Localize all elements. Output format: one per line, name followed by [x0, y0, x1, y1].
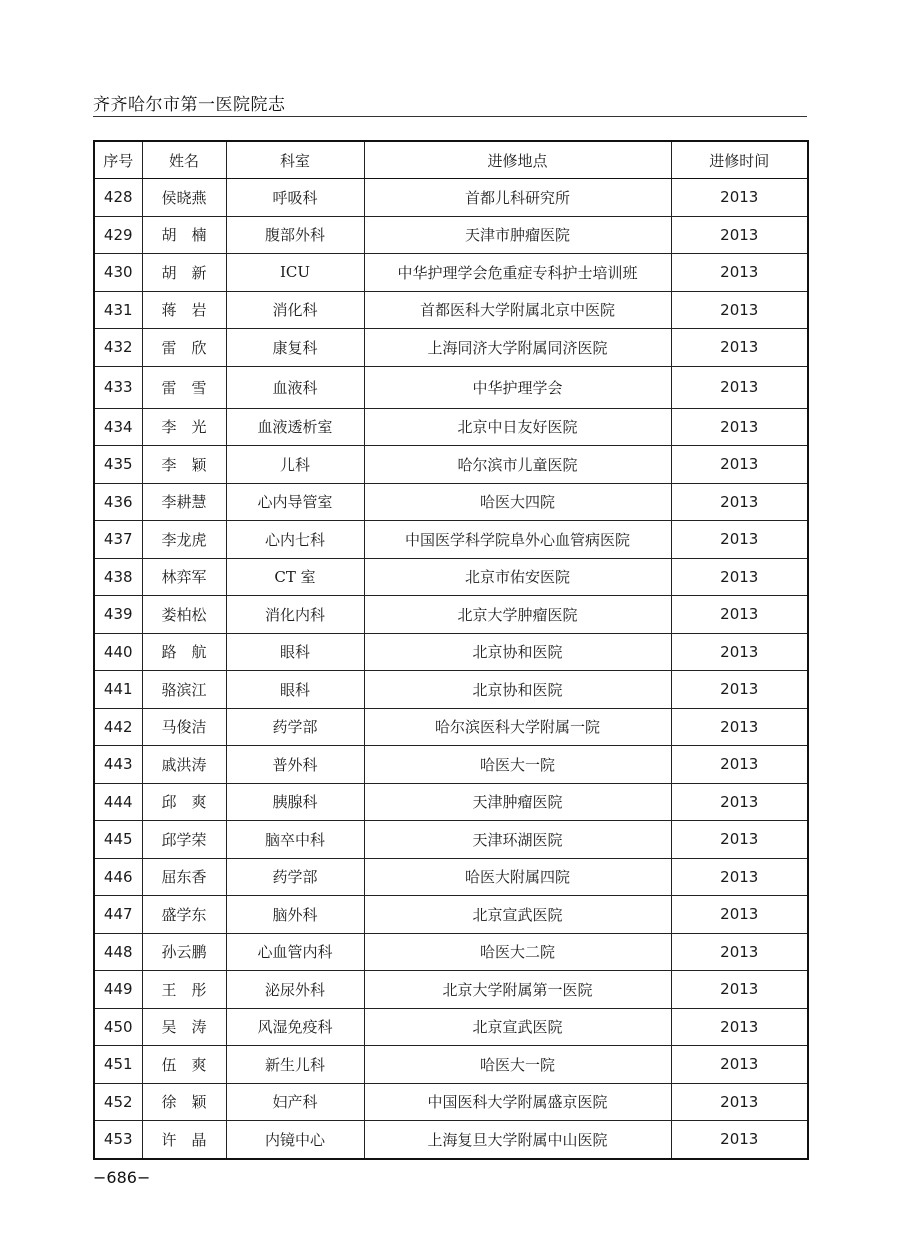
cell-place: 上海同济大学附属同济医院 [364, 329, 671, 367]
column-header-name: 姓名 [142, 141, 226, 179]
cell-place: 中国医学科学院阜外心血管病医院 [364, 521, 671, 559]
column-header-no: 序号 [94, 141, 142, 179]
cell-place: 北京中日友好医院 [364, 408, 671, 446]
cell-name: 屈东香 [142, 858, 226, 896]
cell-name: 戚洪涛 [142, 746, 226, 784]
cell-dept: 脑卒中科 [226, 821, 364, 859]
cell-no: 435 [94, 446, 142, 484]
table-row [94, 858, 808, 896]
table-row [94, 971, 808, 1009]
cell-no: 446 [94, 858, 142, 896]
cell-no: 433 [94, 366, 142, 408]
cell-name: 胡 楠 [142, 216, 226, 254]
cell-year: 2013 [671, 633, 808, 671]
table-row [94, 483, 808, 521]
cell-name: 孙云鹏 [142, 933, 226, 971]
cell-name: 马俊洁 [142, 708, 226, 746]
table-row [94, 558, 808, 596]
cell-no: 429 [94, 216, 142, 254]
cell-name: 李龙虎 [142, 521, 226, 559]
cell-year: 2013 [671, 1121, 808, 1159]
table-row [94, 216, 808, 254]
cell-place: 天津肿瘤医院 [364, 783, 671, 821]
cell-dept: 药学部 [226, 858, 364, 896]
cell-dept: 胰腺科 [226, 783, 364, 821]
cell-year: 2013 [671, 671, 808, 709]
cell-year: 2013 [671, 783, 808, 821]
cell-no: 442 [94, 708, 142, 746]
cell-no: 448 [94, 933, 142, 971]
cell-name: 邱学荣 [142, 821, 226, 859]
cell-no: 431 [94, 291, 142, 329]
cell-place: 首都医科大学附属北京中医院 [364, 291, 671, 329]
cell-no: 453 [94, 1121, 142, 1159]
cell-dept: 消化内科 [226, 596, 364, 634]
cell-dept: 心内七科 [226, 521, 364, 559]
cell-name: 伍 爽 [142, 1046, 226, 1084]
cell-place: 中国医科大学附属盛京医院 [364, 1083, 671, 1121]
cell-year: 2013 [671, 971, 808, 1009]
cell-year: 2013 [671, 596, 808, 634]
cell-name: 李 光 [142, 408, 226, 446]
cell-place: 哈医大一院 [364, 1046, 671, 1084]
column-header-dept: 科室 [226, 141, 364, 179]
cell-place: 天津环湖医院 [364, 821, 671, 859]
cell-year: 2013 [671, 291, 808, 329]
running-header-title: 齐齐哈尔市第一医院院志 [93, 95, 286, 115]
column-header-year: 进修时间 [671, 141, 808, 179]
cell-no: 449 [94, 971, 142, 1009]
cell-dept: 心血管内科 [226, 933, 364, 971]
cell-dept: 脑外科 [226, 896, 364, 934]
cell-place: 哈医大附属四院 [364, 858, 671, 896]
cell-dept: 眼科 [226, 633, 364, 671]
cell-dept: 泌尿外科 [226, 971, 364, 1009]
cell-year: 2013 [671, 1008, 808, 1046]
cell-year: 2013 [671, 408, 808, 446]
table-row [94, 1008, 808, 1046]
table-row [94, 821, 808, 859]
cell-place: 天津市肿瘤医院 [364, 216, 671, 254]
cell-dept: CT 室 [226, 558, 364, 596]
cell-year: 2013 [671, 216, 808, 254]
table-row [94, 179, 808, 217]
cell-year: 2013 [671, 558, 808, 596]
cell-year: 2013 [671, 933, 808, 971]
table-header [94, 141, 808, 179]
cell-year: 2013 [671, 1046, 808, 1084]
table-row [94, 633, 808, 671]
cell-name: 侯晓燕 [142, 179, 226, 217]
cell-no: 450 [94, 1008, 142, 1046]
cell-place: 哈尔滨市儿童医院 [364, 446, 671, 484]
cell-dept: 康复科 [226, 329, 364, 367]
table-row [94, 446, 808, 484]
table-row [94, 708, 808, 746]
table-row [94, 933, 808, 971]
cell-place: 哈医大一院 [364, 746, 671, 784]
table-row [94, 408, 808, 446]
cell-name: 许 晶 [142, 1121, 226, 1159]
cell-place: 北京大学附属第一医院 [364, 971, 671, 1009]
table-body [94, 179, 808, 1159]
cell-no: 439 [94, 596, 142, 634]
header-rule [93, 116, 807, 117]
cell-dept: 眼科 [226, 671, 364, 709]
cell-dept: ICU [226, 254, 364, 292]
cell-place: 中华护理学会危重症专科护士培训班 [364, 254, 671, 292]
cell-dept: 血液科 [226, 366, 364, 408]
table-row [94, 671, 808, 709]
cell-place: 北京宣武医院 [364, 896, 671, 934]
cell-no: 444 [94, 783, 142, 821]
cell-no: 432 [94, 329, 142, 367]
cell-year: 2013 [671, 521, 808, 559]
cell-no: 437 [94, 521, 142, 559]
table-row [94, 291, 808, 329]
cell-dept: 消化科 [226, 291, 364, 329]
cell-dept: 儿科 [226, 446, 364, 484]
cell-place: 北京宣武医院 [364, 1008, 671, 1046]
cell-place: 上海复旦大学附属中山医院 [364, 1121, 671, 1159]
cell-year: 2013 [671, 746, 808, 784]
cell-year: 2013 [671, 858, 808, 896]
cell-year: 2013 [671, 896, 808, 934]
table-row [94, 521, 808, 559]
table-row [94, 254, 808, 292]
cell-year: 2013 [671, 254, 808, 292]
cell-place: 北京协和医院 [364, 671, 671, 709]
table-row [94, 366, 808, 408]
cell-year: 2013 [671, 329, 808, 367]
cell-year: 2013 [671, 483, 808, 521]
cell-year: 2013 [671, 708, 808, 746]
cell-name: 娄柏松 [142, 596, 226, 634]
cell-name: 林弈军 [142, 558, 226, 596]
table-row [94, 1046, 808, 1084]
cell-dept: 风湿免疫科 [226, 1008, 364, 1046]
cell-year: 2013 [671, 366, 808, 408]
cell-place: 北京市佑安医院 [364, 558, 671, 596]
cell-no: 452 [94, 1083, 142, 1121]
cell-year: 2013 [671, 446, 808, 484]
cell-name: 王 彤 [142, 971, 226, 1009]
cell-dept: 妇产科 [226, 1083, 364, 1121]
cell-dept: 心内导管室 [226, 483, 364, 521]
cell-dept: 普外科 [226, 746, 364, 784]
column-header-place: 进修地点 [364, 141, 671, 179]
cell-name: 李耕慧 [142, 483, 226, 521]
table-row [94, 896, 808, 934]
cell-place: 北京协和医院 [364, 633, 671, 671]
cell-place: 北京大学肿瘤医院 [364, 596, 671, 634]
cell-name: 路 航 [142, 633, 226, 671]
cell-place: 首都儿科研究所 [364, 179, 671, 217]
table-row [94, 329, 808, 367]
cell-dept: 腹部外科 [226, 216, 364, 254]
cell-no: 451 [94, 1046, 142, 1084]
cell-place: 中华护理学会 [364, 366, 671, 408]
cell-name: 雷 雪 [142, 366, 226, 408]
cell-dept: 内镜中心 [226, 1121, 364, 1159]
page-number: −686− [93, 1168, 151, 1187]
cell-dept: 药学部 [226, 708, 364, 746]
cell-name: 雷 欣 [142, 329, 226, 367]
cell-no: 445 [94, 821, 142, 859]
cell-year: 2013 [671, 821, 808, 859]
cell-no: 438 [94, 558, 142, 596]
cell-no: 440 [94, 633, 142, 671]
cell-name: 徐 颖 [142, 1083, 226, 1121]
cell-place: 哈医大四院 [364, 483, 671, 521]
cell-name: 邱 爽 [142, 783, 226, 821]
cell-name: 骆滨江 [142, 671, 226, 709]
table-row [94, 1083, 808, 1121]
cell-no: 430 [94, 254, 142, 292]
cell-no: 434 [94, 408, 142, 446]
cell-place: 哈医大二院 [364, 933, 671, 971]
table-row [94, 596, 808, 634]
cell-no: 428 [94, 179, 142, 217]
cell-dept: 新生儿科 [226, 1046, 364, 1084]
table-row [94, 746, 808, 784]
table-row [94, 783, 808, 821]
cell-no: 436 [94, 483, 142, 521]
cell-no: 441 [94, 671, 142, 709]
cell-year: 2013 [671, 179, 808, 217]
training-roster-table [93, 140, 809, 1160]
cell-no: 447 [94, 896, 142, 934]
cell-name: 蒋 岩 [142, 291, 226, 329]
cell-name: 盛学东 [142, 896, 226, 934]
cell-year: 2013 [671, 1083, 808, 1121]
cell-dept: 呼吸科 [226, 179, 364, 217]
cell-dept: 血液透析室 [226, 408, 364, 446]
table-row [94, 1121, 808, 1159]
cell-name: 胡 新 [142, 254, 226, 292]
cell-name: 李 颖 [142, 446, 226, 484]
header-row [94, 141, 808, 179]
cell-no: 443 [94, 746, 142, 784]
cell-place: 哈尔滨医科大学附属一院 [364, 708, 671, 746]
cell-name: 吴 涛 [142, 1008, 226, 1046]
